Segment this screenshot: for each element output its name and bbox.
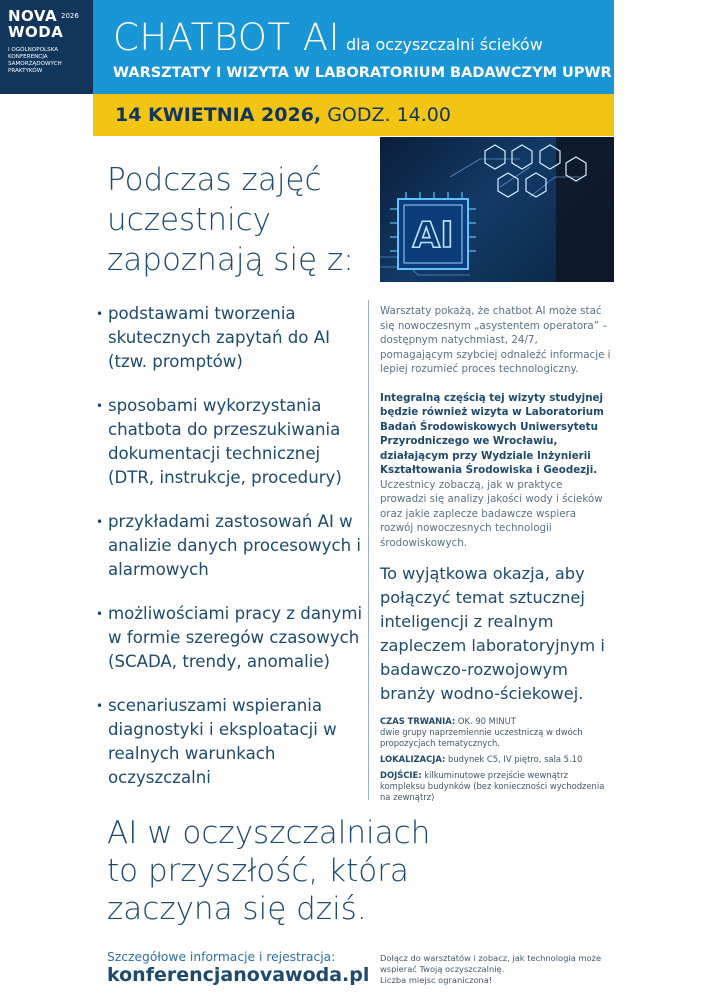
- lab-visit-highlight: Integralną częścią tej wizyty studyjnej będzie również wizyta w Laboratorium Badań Środowiskowych Uniwersytetu Przyrodniczego we Wrocławiu, działającym przy Wydziale Inżynierii Kształtowania Środowiska i Geodezji.: [380, 391, 604, 476]
- description-paragraph-2: [380, 391, 612, 551]
- title-suffix: dla oczyszczalni ścieków: [345, 35, 543, 54]
- location-label: LOKALIZACJA:: [380, 754, 446, 764]
- opportunity-statement: To wyjątkowa okazja, aby połączyć temat sztucznej inteligencji z realnym zapleczem laboratoryjnym i badawczo-rozwojowym branży wodno-ściekowej.: [380, 564, 605, 703]
- event-date: [115, 104, 451, 126]
- duration-label: CZAS TRWANIA:: [380, 716, 456, 726]
- description-column: [380, 304, 612, 808]
- event-time: GODZ. 14.00: [327, 104, 451, 126]
- logo-line-2: WODA: [8, 23, 64, 41]
- page-subtitle: WARSZTATY I WIZYTA W LABORATORIUM BADAWCZYM UPWR: [113, 65, 612, 81]
- list-item: • scenariuszami wspierania diagnostyki i eksploatacji w realnych warunkach oczyszczalni: [96, 694, 366, 790]
- access-info: [380, 770, 612, 803]
- column-divider: [368, 300, 369, 800]
- registration-link[interactable]: konferencjanovawoda.pl: [107, 964, 370, 986]
- title-main: CHATBOT AI: [113, 16, 340, 59]
- closing-statement: [107, 814, 430, 928]
- list-item: • możliwościami pracy z danymi w formie szeregów czasowych (SCADA, trendy, anomalie): [96, 602, 366, 674]
- list-item: • sposobami wykorzystania chatbota do przeszukiwania dokumentacji technicznej (DTR, instrukcje, procedury): [96, 394, 366, 490]
- access-value: kilkuminutowe przejście wewnątrz kompleksu budynków (bez konieczności wychodzenia na zewnątrz): [380, 770, 605, 802]
- footer-note: [380, 953, 615, 986]
- logo-subtitle: I OGÓLNOPOLSKA KONFERENCJA SAMORZĄDOWYCH PRAKTYKÓW: [8, 47, 62, 74]
- lab-visit-text: Uczestnicy zobaczą, jak w praktyce prowadzi się analizy jakości wody i ścieków oraz jakie zaplecze badawcze wspiera rozwój nowoczesnych technologii środowiskowych.: [380, 478, 603, 549]
- ai-chip-label: AI: [412, 215, 454, 256]
- intro-heading: Podczas zajęć uczestnicy zapoznają się z:: [107, 162, 354, 278]
- list-item: • podstawami tworzenia skutecznych zapytań do AI (tzw. promptów): [96, 302, 366, 374]
- duration-note: dwie grupy naprzemiennie uczestniczą w dwóch propozycjach tematycznych.: [380, 727, 583, 748]
- date-bar: [93, 94, 614, 136]
- logo-year: 2026: [61, 12, 79, 20]
- footer-limited: Liczba miejsc ograniczona!: [380, 975, 493, 985]
- closing-line-3: zaczyna się dziś.: [107, 891, 367, 927]
- closing-line-1: AI w oczyszczalniach: [107, 815, 431, 851]
- logo: [0, 0, 93, 94]
- location-info: [380, 754, 612, 765]
- event-day: 14 KWIETNIA 2026,: [115, 104, 322, 126]
- duration-value: OK. 90 MINUT: [455, 716, 516, 726]
- duration-info: [380, 716, 612, 749]
- location-value: budynek C5, IV piętro, sala 5.10: [445, 754, 583, 764]
- registration-label: Szczegółowe informacje i rejestracja:: [107, 950, 336, 964]
- header-banner: [93, 0, 614, 94]
- footer-invite: Dołącz do warsztatów i zobacz, jak technologia może wspierać Twoją oczyszczalnię.: [380, 953, 602, 974]
- description-paragraph-1: Warsztaty pokażą, że chatbot AI może stać się nowoczesnym „asystentem operatora” – dostępnym natychmiast, 24/7, pomagającym szybciej odnaleźć informacje i lepiej rozumieć proces technologiczny.: [380, 305, 611, 375]
- topics-list: [96, 302, 366, 810]
- list-item: • przykładami zastosowań AI w analizie danych procesowych i alarmowych: [96, 510, 366, 582]
- page-title: [113, 18, 543, 65]
- logo-line-1: NOVA: [8, 7, 58, 25]
- closing-line-2: to przyszłość, która: [107, 853, 409, 889]
- access-label: DOJŚCIE:: [380, 770, 422, 780]
- ai-chip-photo: [380, 137, 614, 282]
